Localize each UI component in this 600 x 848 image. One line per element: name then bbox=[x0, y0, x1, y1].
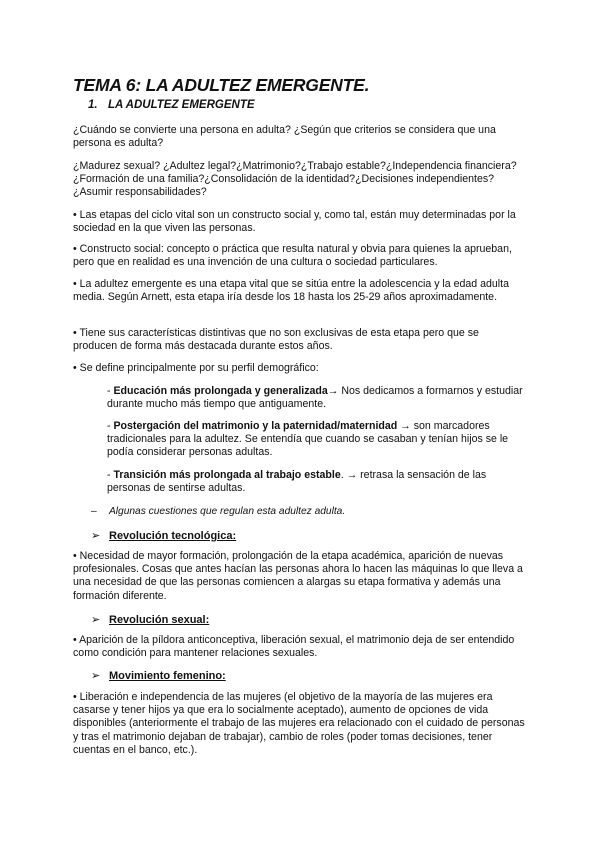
arrow-bullet-icon: ➢ bbox=[91, 614, 101, 626]
section-label: Revolución tecnológica: bbox=[109, 530, 237, 542]
note-text: Algunas cuestiones que regulan esta adultez adulta. bbox=[109, 506, 346, 517]
profile-item-education: - Educación más prolongada y generalizada→ Nos dedicamos a formarnos y estudiar durante mucho más tiempo que antiguamente. bbox=[107, 385, 523, 411]
heading-text: LA ADULTEZ EMERGENTE bbox=[108, 99, 255, 111]
section-sexual-revolution bbox=[91, 613, 209, 626]
paragraph-demographic-profile: • Se define principalmente por su perfil demográfico: bbox=[73, 362, 319, 374]
profile-item-work-transition: - Transición más prolongada al trabajo estable. → retrasa la sensación de las personas de sentirse adultas. bbox=[107, 469, 487, 495]
section-heading bbox=[88, 99, 255, 111]
profile-item-marriage: - Postergación del matrimonio y la paternidad/maternidad → son marcadores tradicionales para la adultez. Se entendía que cuando se casaban y tenían hijos se le podía considerar personas adultas. bbox=[107, 420, 509, 459]
section-label: Movimiento femenino: bbox=[109, 670, 226, 682]
paragraph-feminist-movement: • Liberación e independencia de las mujeres (el objetivo de la mayoría de las mujeres era casarse y tener hijos ya que era lo socialmente aceptado), aumento de opciones de vida disponibles (anteriormente el trabajo de las mujeres era relacionado con el cuidado de personas y tras el matrimonio dejaban de trabajar), cambio de roles (poder tomas decisiones, tener cuentas en el banco, etc.). bbox=[73, 691, 525, 756]
paragraph-emerging-adulthood: • La adultez emergente es una etapa vital que se sitúa entre la adolescencia y la edad adulta media. Según Arnett, esta etapa iría desde los 18 hasta los 25-29 años aproximadamente. bbox=[73, 278, 509, 304]
section-feminist-movement bbox=[91, 669, 226, 682]
document-title: TEMA 6: LA ADULTEZ EMERGENTE. bbox=[73, 75, 370, 95]
section-label: Revolución sexual: bbox=[109, 614, 210, 626]
note-line bbox=[91, 506, 345, 517]
section-tech-revolution bbox=[91, 529, 236, 542]
arrow-bullet-icon: ➢ bbox=[91, 530, 101, 542]
paragraph-characteristics: • Tiene sus características distintivas que no son exclusivas de esta etapa pero que se producen de forma más destacada durante estos años. bbox=[73, 327, 479, 353]
paragraph-life-stages: • Las etapas del ciclo vital son un constructo social y, como tal, están muy determinadas por la sociedad en la que viven las personas. bbox=[73, 209, 516, 235]
paragraph-sexual-revolution: • Aparición de la píldora anticonceptiva, liberación sexual, el matrimonio deja de ser entendido como condición para mantener relaciones sexuales. bbox=[73, 634, 515, 660]
paragraph-social-construct: • Constructo social: concepto o práctica que resulta natural y obvia para quienes la aprueban, pero que en realidad es una invención de una cultura o sociedad particulares. bbox=[73, 243, 512, 269]
arrow-bullet-icon: ➢ bbox=[91, 670, 101, 682]
paragraph-question-adult: ¿Cuándo se convierte una persona en adulta? ¿Según que criterios se considera que una persona es adulta? bbox=[73, 124, 496, 150]
dash-bullet: – bbox=[91, 506, 97, 517]
paragraph-tech-revolution: • Necesidad de mayor formación, prolongación de la etapa académica, aparición de nuevas profesionales. Cosas que antes hacían las personas ahora lo hacen las máquinas lo que lleva a una necesidad de que las personas comiencen a alargas su etapa formativa y además una formación diferente. bbox=[73, 550, 523, 602]
paragraph-criteria-list: ¿Madurez sexual? ¿Adultez legal?¿Matrimonio?¿Trabajo estable?¿Independencia financiera?¿Formación de una familia?¿Consolidación de la identidad?¿Decisiones independientes?¿Asumir responsabilidades? bbox=[73, 160, 517, 199]
heading-number: 1. bbox=[88, 99, 98, 111]
